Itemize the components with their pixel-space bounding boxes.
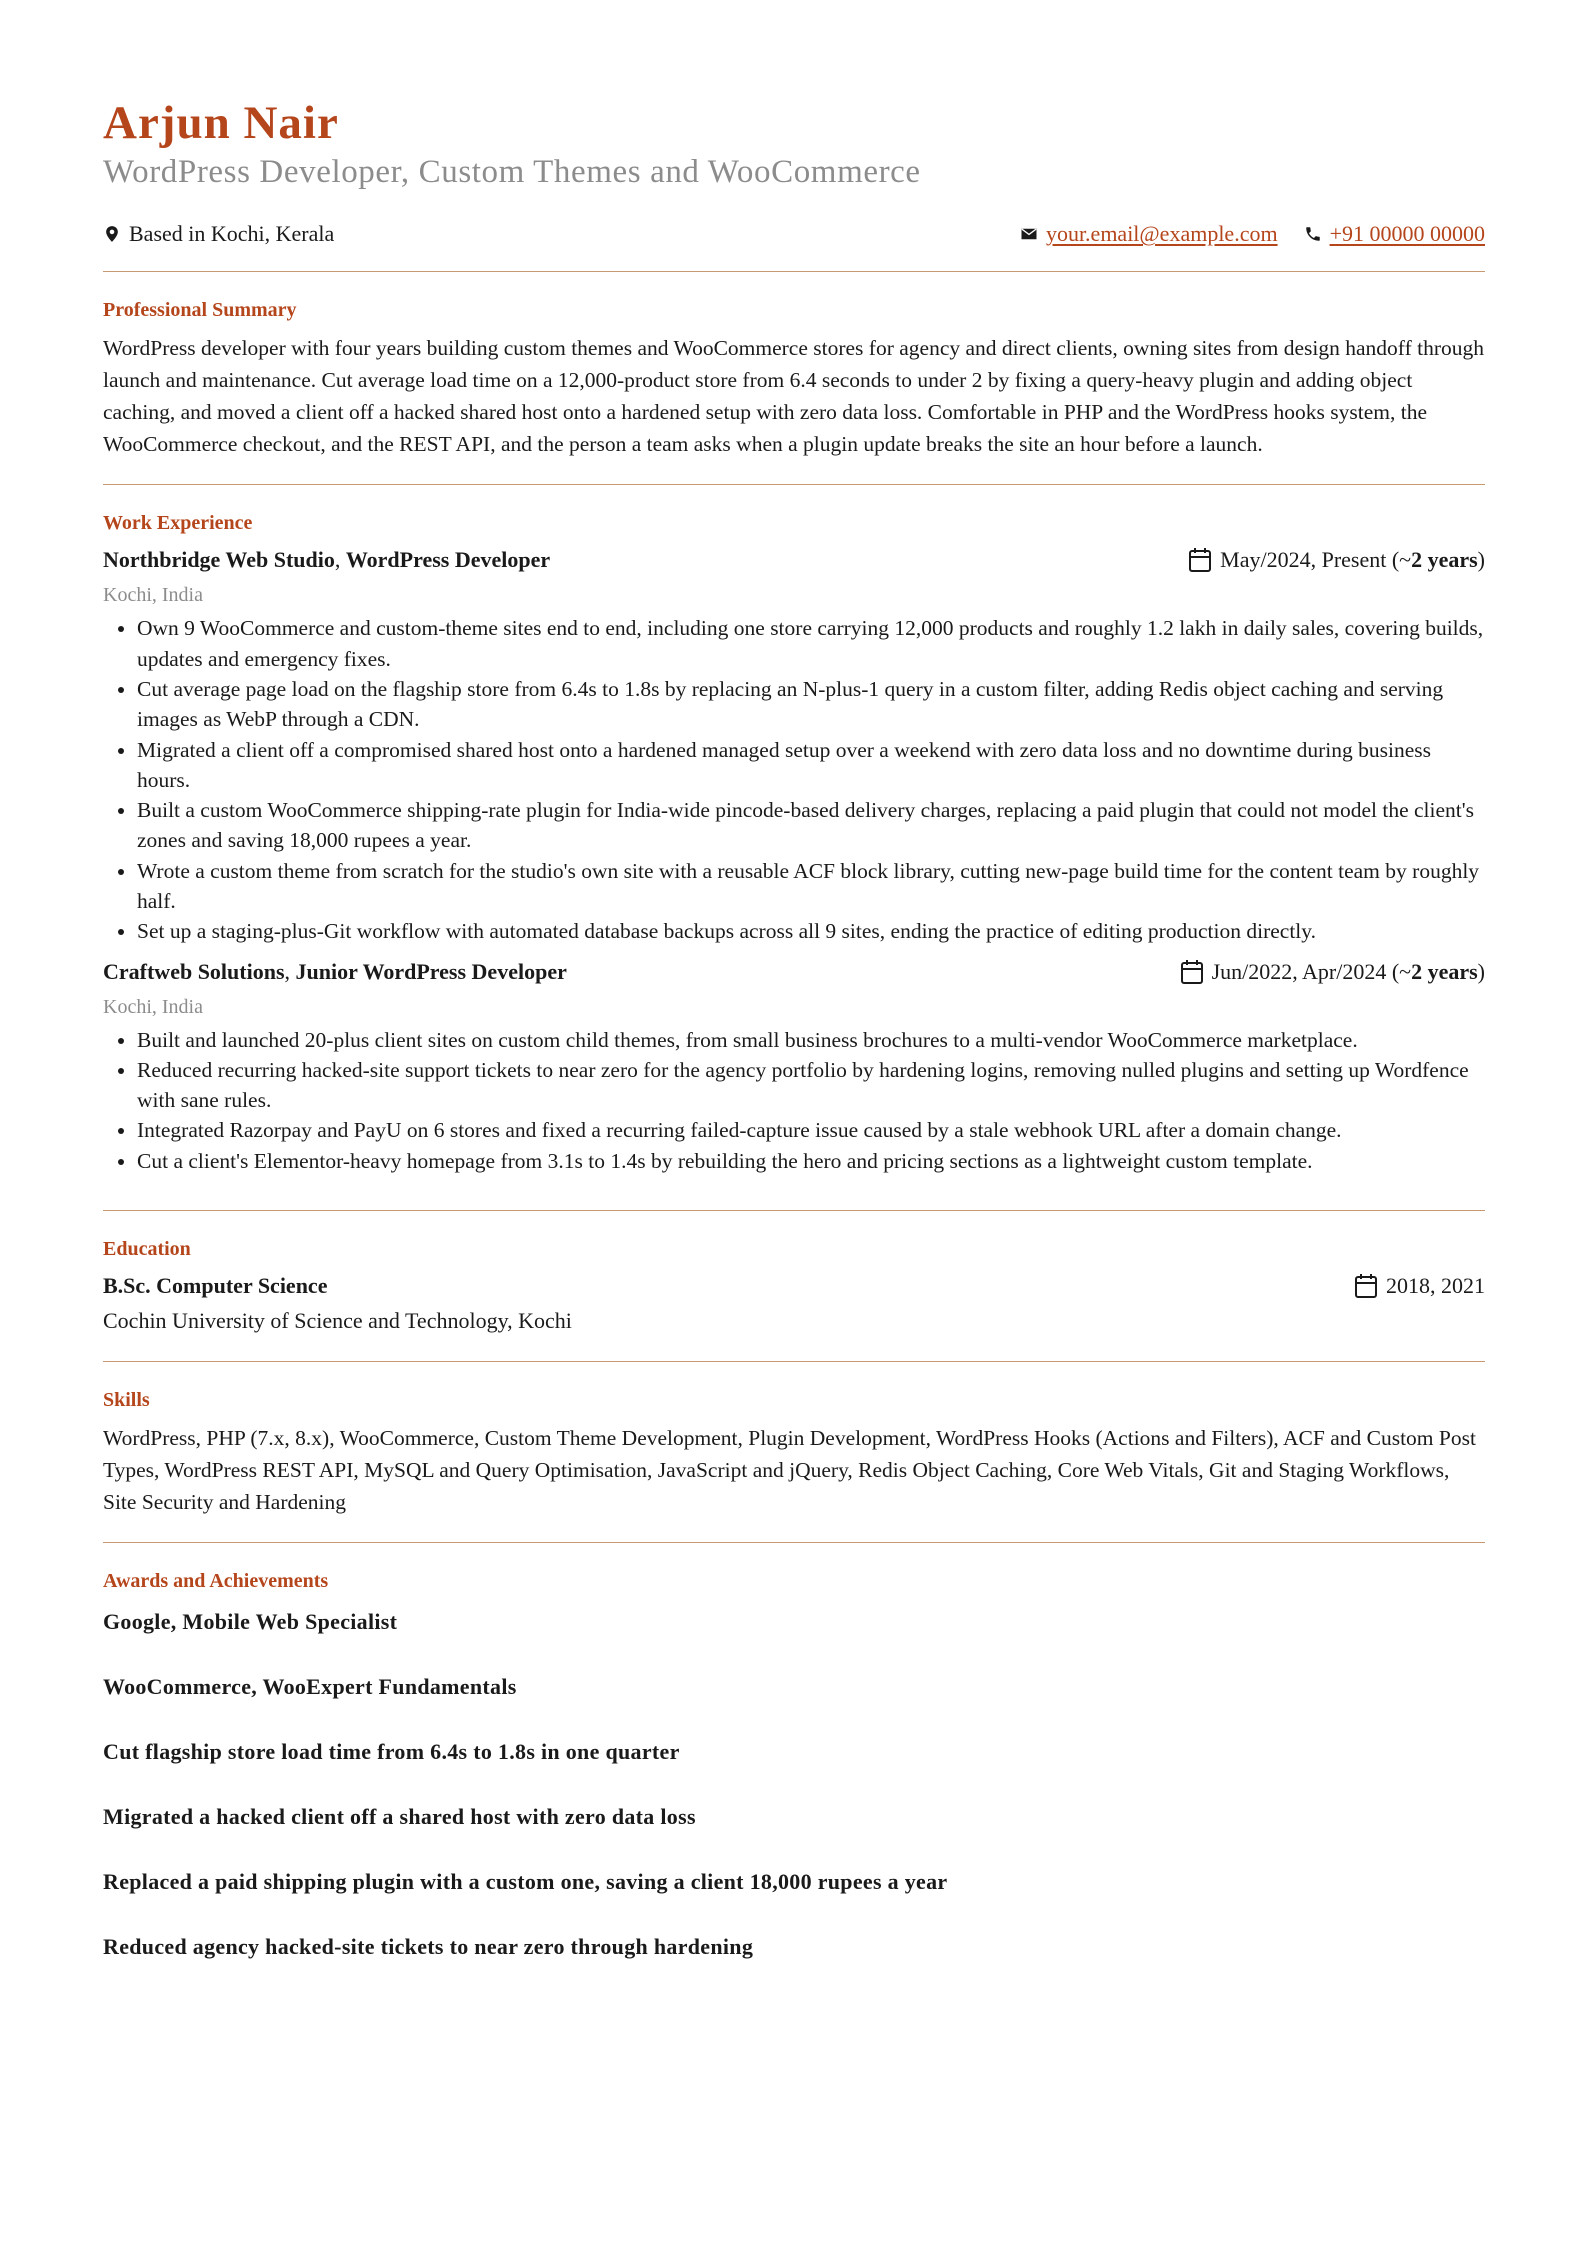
location-text: Based in Kochi, Kerala <box>129 220 335 246</box>
location-item <box>103 221 334 247</box>
job-bullets <box>103 613 1485 946</box>
awards-section <box>103 1543 1485 1986</box>
contact-left <box>103 221 334 247</box>
job-bullets <box>103 1025 1485 1176</box>
calendar-icon <box>1354 1273 1378 1299</box>
education-heading: Education <box>103 1238 191 1261</box>
email-link[interactable]: your.email@example.com <box>1045 220 1278 246</box>
list-item: • Built a custom WooCommerce shipping-rate plugin for India-wide pincode-based delivery charges, replacing a paid plugin that could not model the client's zones and saving 18,000 rupees a year. <box>137 795 1485 856</box>
job-entry <box>103 957 1485 1176</box>
list-item: • Cut average page load on the flagship store from 6.4s to 1.8s by replacing an N-plus-1 query in a custom filter, adding Redis object caching and serving images as WebP through a CDN. <box>137 674 1485 735</box>
job-company: Craftweb Solutions <box>103 958 285 984</box>
award-item: Migrated a hacked client off a shared host with zero data loss <box>103 1804 696 1830</box>
summary-heading: Professional Summary <box>103 299 297 322</box>
education-date-range: 2018, 2021 <box>1386 1273 1485 1299</box>
contact-row <box>103 221 1485 247</box>
job-dates <box>1180 957 1485 987</box>
job-title: Craftweb Solutions, Junior WordPress Developer <box>103 958 567 984</box>
resume-header <box>103 98 1485 247</box>
award-item: Cut flagship store load time from 6.4s to 1.8s in one quarter <box>103 1739 680 1765</box>
award-item: WooCommerce, WooExpert Fundamentals <box>103 1674 517 1700</box>
job-role: WordPress Developer <box>345 547 551 573</box>
job-title: Northbridge Web Studio, WordPress Developer <box>103 547 551 573</box>
map-pin-icon <box>103 225 121 243</box>
contact-right <box>1020 221 1485 247</box>
phone-icon <box>1304 225 1322 243</box>
job-date-close: ) <box>1477 958 1485 984</box>
education-school: Cochin University of Science and Technology, Kochi <box>103 1308 572 1334</box>
envelope-icon <box>1020 225 1038 243</box>
job-company: Northbridge Web Studio <box>103 547 335 573</box>
education-header <box>103 1271 1485 1301</box>
job-location: Kochi, India <box>103 584 203 607</box>
list-item: • Reduced recurring hacked-site support tickets to near zero for the agency portfolio by hardening logins, removing nulled plugins and setting up Wordfence with sane rules. <box>137 1055 1485 1116</box>
phone-link[interactable]: +91 00000 00000 <box>1329 220 1485 246</box>
list-item: • Own 9 WooCommerce and custom-theme sites end to end, including one store carrying 12,000 products and roughly 1.2 lakh in daily sales, covering builds, updates and emergency fixes. <box>137 613 1485 674</box>
job-duration: 2 years <box>1411 958 1478 984</box>
summary-text: WordPress developer with four years building custom themes and WooCommerce stores for agency and direct clients, owning sites from design handoff through launch and maintenance. Cut average load time on a 12,000-product store from 6.4 seconds to under 2 by fixing a query-heavy plugin and adding object caching, and moved a client off a hacked shared host onto a hardened setup with zero data loss. Comfortable in PHP and the WordPress hooks system, the WooCommerce checkout, and the REST API, and the person a team asks when a plugin update breaks the site an hour before a launch. <box>103 336 1484 457</box>
skills-text: WordPress, PHP (7.x, 8.x), WooCommerce, Custom Theme Development, Plugin Development, WordPress Hooks (Actions and Filters), ACF and Custom Post Types, WordPress REST API, MySQL and Query Optimisation, JavaScript and jQuery, Redis Object Caching, Core Web Vitals, Git and Staging Workflows, Site Security and Hardening <box>103 1426 1476 1515</box>
list-item: • Built and launched 20-plus client sites on custom child themes, from small business brochures to a multi-vendor WooCommerce marketplace. <box>137 1025 1485 1055</box>
job-entry <box>103 545 1485 946</box>
job-dates <box>1188 545 1485 575</box>
education-dates <box>1354 1271 1485 1301</box>
job-date-range: Jun/2022, Apr/2024 (~ <box>1211 958 1412 984</box>
calendar-icon <box>1188 547 1212 573</box>
awards-heading: Awards and Achievements <box>103 1570 329 1593</box>
education-section <box>103 1211 1485 1361</box>
list-item: • Migrated a client off a compromised shared host onto a hardened managed setup over a weekend with zero data loss and no downtime during business hours. <box>137 735 1485 796</box>
candidate-name: Arjun Nair <box>103 97 339 149</box>
phone-item <box>1304 221 1485 247</box>
skills-heading: Skills <box>103 1389 150 1412</box>
job-date-range: May/2024, Present (~ <box>1220 547 1412 573</box>
email-item <box>1020 221 1278 247</box>
experience-section <box>103 485 1485 1210</box>
award-item: Replaced a paid shipping plugin with a custom one, saving a client 18,000 rupees a year <box>103 1869 948 1895</box>
award-item: Reduced agency hacked-site tickets to near zero through hardening <box>103 1934 754 1960</box>
job-header <box>103 957 1485 987</box>
skills-section <box>103 1362 1485 1542</box>
list-item: • Set up a staging-plus-Git workflow with automated database backups across all 9 sites, ending the practice of editing production directly. <box>137 916 1485 946</box>
award-item: Google, Mobile Web Specialist <box>103 1609 398 1635</box>
calendar-icon <box>1180 959 1204 985</box>
list-item: • Cut a client's Elementor-heavy homepage from 3.1s to 1.4s by rebuilding the hero and pricing sections as a lightweight custom template. <box>137 1146 1485 1176</box>
awards-list <box>103 1607 1485 1962</box>
candidate-headline: WordPress Developer, Custom Themes and WooCommerce <box>103 153 921 190</box>
job-header <box>103 545 1485 575</box>
job-duration: 2 years <box>1411 547 1478 573</box>
list-item: • Wrote a custom theme from scratch for the studio's own site with a reusable ACF block library, cutting new-page build time for the content team by roughly half. <box>137 856 1485 917</box>
job-role: Junior WordPress Developer <box>295 958 567 984</box>
summary-section <box>103 272 1485 484</box>
job-location: Kochi, India <box>103 995 203 1018</box>
experience-heading: Work Experience <box>103 512 253 535</box>
job-date-close: ) <box>1477 547 1485 573</box>
list-item: • Integrated Razorpay and PayU on 6 stores and fixed a recurring failed-capture issue caused by a stale webhook URL after a domain change. <box>137 1115 1485 1145</box>
education-degree: B.Sc. Computer Science <box>103 1273 328 1299</box>
